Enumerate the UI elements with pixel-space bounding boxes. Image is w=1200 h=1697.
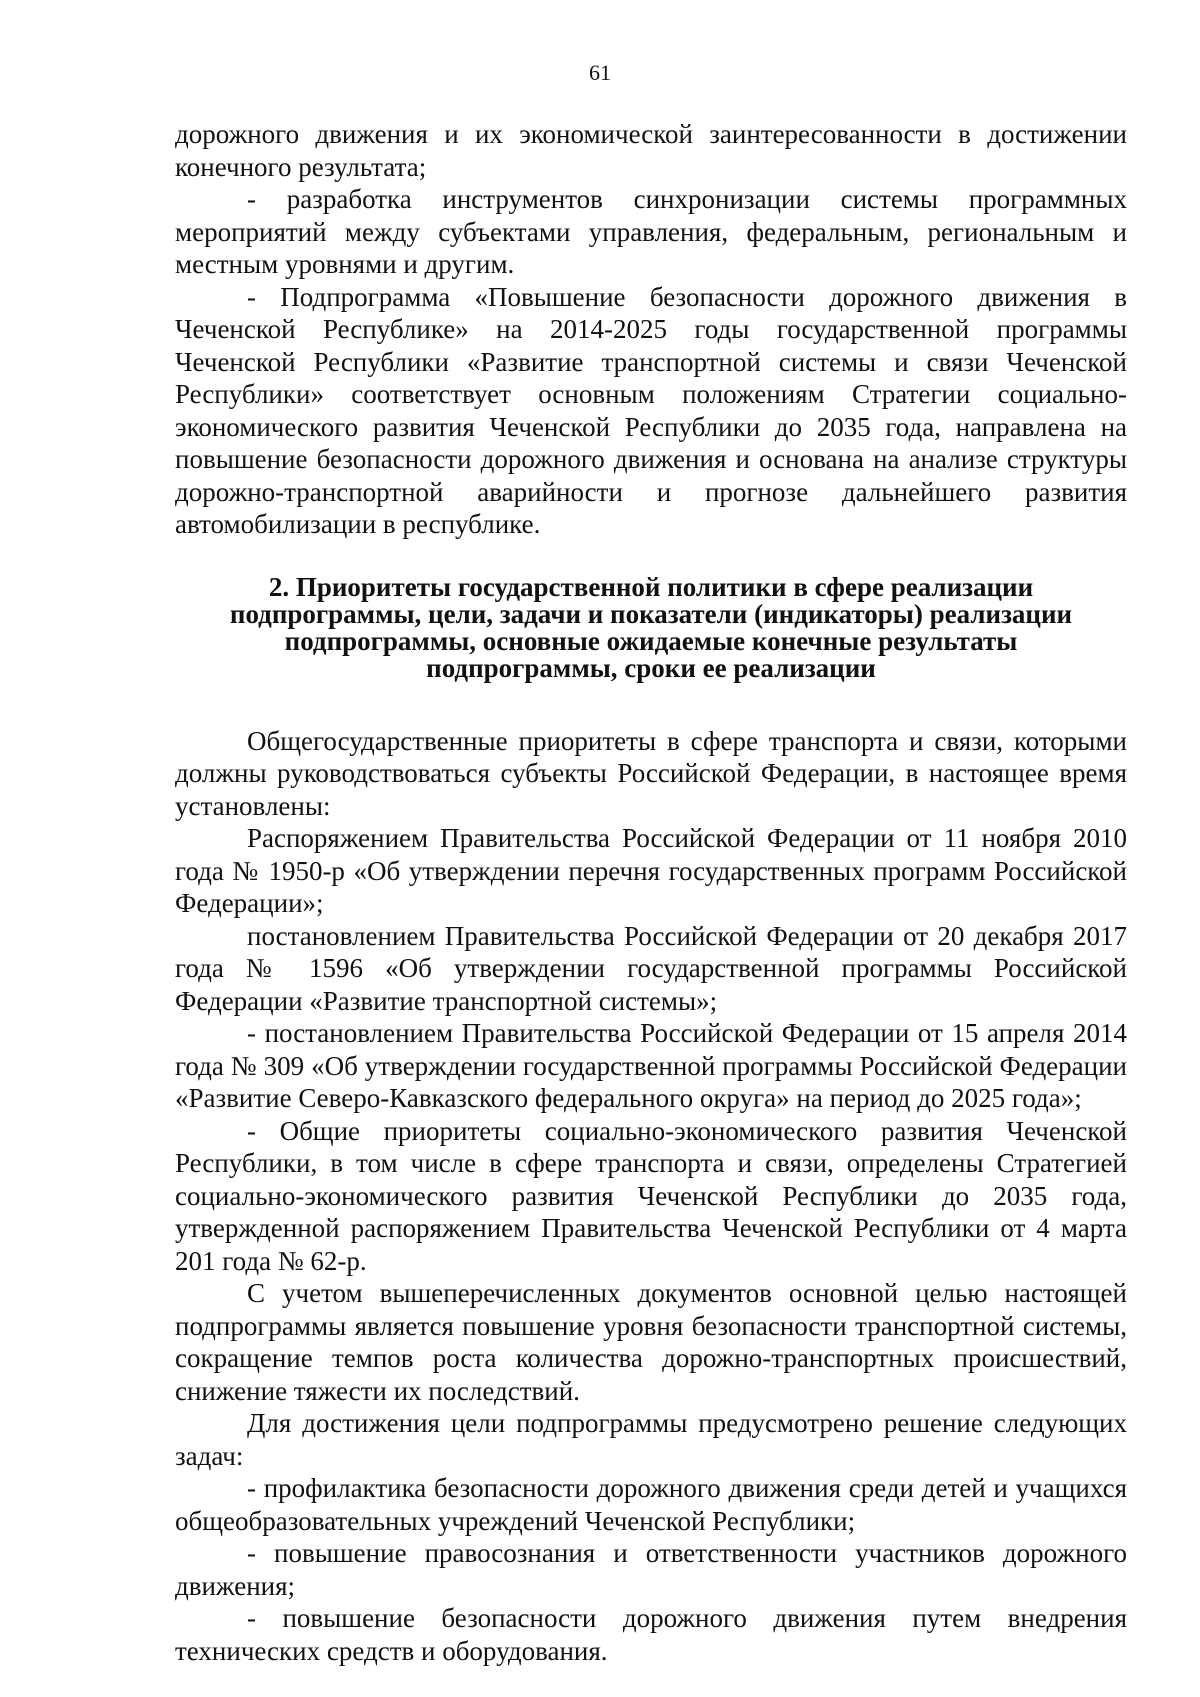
heading-line: подпрограммы, цели, задачи и показатели (индикаторы) реализации — [229, 598, 1073, 629]
paragraph: Распоряжением Правительства Российской Федерации от 11 ноября 2010 года № 1950-р «Об утверждении перечня государственных программ Российской Федерации»; — [175, 823, 1127, 918]
paragraph: - Подпрограмма «Повышение безопасности дорожного движения в Чеченской Республике» на 2014-2025 годы государственной программы Чеченской Республики «Развитие транспортной системы и связи Чеченской Республики» соответствует основным положениям Стратегии социально-экономического развития Чеченской Республики до 2035 года, направлена на повышение безопасности дорожного движения и основана на анализе структуры дорожно-транспортной аварийности и прогнозе дальнейшего развития автомобилизации в республике. — [175, 281, 1127, 539]
paragraph: - Общие приоритеты социально-экономического развития Чеченской Республики, в том числе в сфере транспорта и связи, определены Стратегией социально-экономического развития Чеченской Республики до 2035 года, утвержденной распоряжением Правительства Чеченской Республики от 4 марта 201 года № 62-р. — [175, 1115, 1127, 1276]
section-heading — [175, 571, 1127, 683]
list-item: - повышение правосознания и ответственности участников дорожного движения; — [175, 1538, 1127, 1601]
heading-line: подпрограммы, основные ожидаемые конечные результаты — [284, 625, 1018, 656]
paragraph: С учетом вышеперечисленных документов основной целью настоящей подпрограммы является повышение уровня безопасности транспортной системы, сокращение темпов роста количества дорожно-транспортных происшествий, снижение тяжести их последствий. — [175, 1278, 1127, 1406]
page-number: 61 — [589, 60, 611, 85]
heading-line: 2. Приоритеты государственной политики в сфере реализации — [268, 571, 1034, 602]
heading-line: подпрограммы, сроки ее реализации — [426, 652, 876, 683]
list-item: - повышение безопасности дорожного движения путем внедрения технических средств и оборудования. — [175, 1603, 1127, 1666]
paragraph: постановлением Правительства Российской Федерации от 20 декабря 2017 года № 1596 «Об утверждении государственной программы Российской Федерации «Развитие транспортной системы»; — [175, 920, 1127, 1016]
paragraph: - постановлением Правительства Российской Федерации от 15 апреля 2014 года № 309 «Об утверждении государственной программы Российской Федерации «Развитие Северо-Кавказского федерального округа» на период до 2025 года»; — [175, 1018, 1127, 1113]
paragraph: Общегосударственные приоритеты в сфере транспорта и связи, которыми должны руководствоваться субъекты Российской Федерации, в настоящее время установлены: — [175, 725, 1127, 821]
paragraph: Для достижения цели подпрограммы предусмотрено решение следующих задач: — [175, 1408, 1127, 1471]
document-body — [175, 118, 1127, 1667]
paragraph: дорожного движения и их экономической заинтересованности в достижении конечного результата; — [175, 119, 1127, 182]
list-item: - профилактика безопасности дорожного движения среди детей и учащихся общеобразовательных учреждений Чеченской Республики; — [175, 1473, 1127, 1536]
paragraph: - разработка инструментов синхронизации системы программных мероприятий между субъектами управления, федеральным, региональным и местным уровнями и другим. — [175, 184, 1127, 279]
